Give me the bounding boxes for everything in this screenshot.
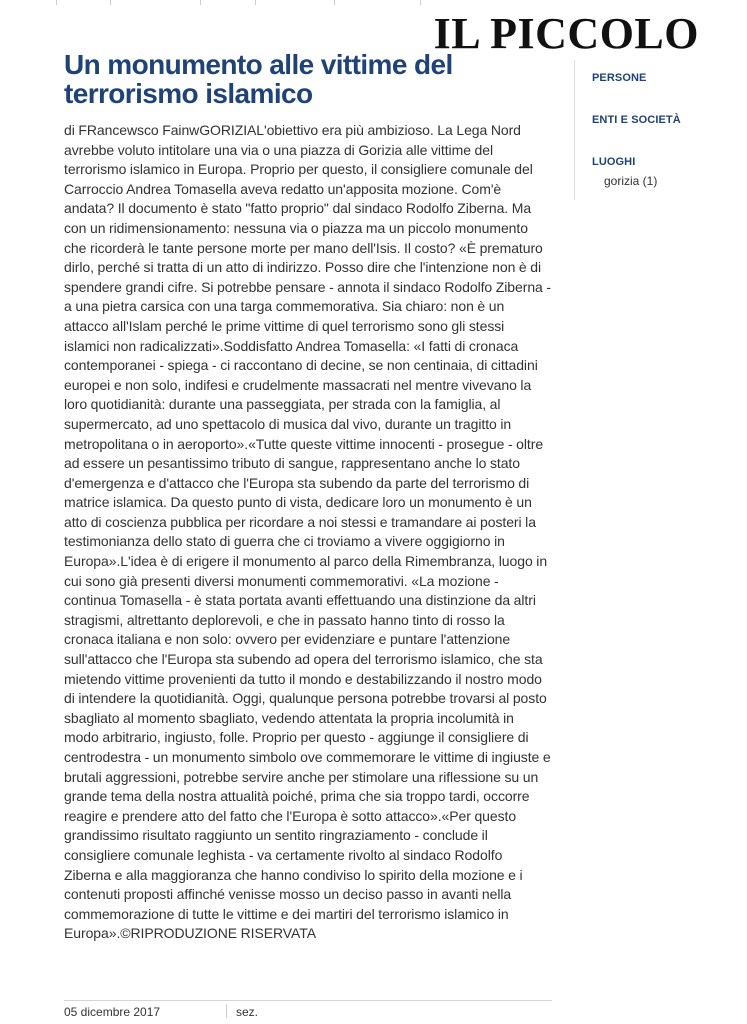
sidebar-divider [574, 60, 575, 200]
section-label: sez. [236, 1005, 259, 1019]
article [64, 50, 552, 944]
nav-divider [200, 0, 201, 5]
nav-divider [420, 0, 421, 5]
article-body: di FRancewsco FainwGORIZIAL'obiettivo era più ambizioso. La Lega Nord avrebbe voluto intitolare una via o una piazza di Gorizia alle vittime del terrorismo islamico in Europa. Proprio per questo, il consigliere comunale del Carroccio Andrea Tomasella aveva redatto un'apposita mozione. Com'è andata? Il documento è stato "fatto proprio" dal sindaco Rodolfo Ziberna. Ma con un ridimensionamento: nessuna via o piazza ma un piccolo monumento che ricorderà le tante persone morte per mano dell'Isis. Il costo? «È prematuro dirlo, perché si tratta di un atto di indirizzo. Posso dire che l'intenzione non è di spendere grandi cifre. Si potrebbe pensare - annota il sindaco Rodolfo Ziberna - a una pietra carsica con una targa commemorativa. Sia chiaro: non è un attacco all'Islam perché le prime vittime di quel terrorismo sono gli stessi islamici non radicalizzati».Soddisfatto Andrea Tomasella: «I fatti di cronaca contemporanei - spiega - ci raccontano di decine, se non centinaia, di cittadini europei e non solo, indifesi e crudelmente massacrati nel mentre vivevano la loro quotidianità: durante una passeggiata, per strada con la famiglia, al supermercato, ad uno spettacolo di musica dal vivo, durante un tragitto in metropolitana o in aeroporto».«Tutte queste vittime innocenti - prosegue - oltre ad essere un pesantissimo tributo di sangue, rappresentano anche lo stato d'emergenza e d'attacco che l'Europa sta subendo da parte del terrorismo di matrice islamica. Da questo punto di vista, dedicare loro un monumento è un atto di coscienza pubblica per ricordare a noi stessi e tramandare ai posteri la testimonianza dello stato di guerra che ci troviamo a vivere oggigiorno in Europa».L'idea è di erigere il monumento al parco della Rimembranza, luogo in cui sono già presenti diversi monumenti commemorativi. «La mozione - continua Tomasella - è stata portata avanti effettuando una distinzione da altri stragismi, altrettanto deplorevoli, e che in passato hanno tinto di rosso la cronaca italiana e non solo: ovvero per evidenziare e puntare l'attenzione sull'attacco che l'Europa sta subendo ad opera del terrorismo islamico, che sta mietendo vittime provenienti da tutto il mondo e destabilizzando il nostro modo di intendere la quotidianità. Oggi, qualunque persona potrebbe trovarsi al posto sbagliato al momento sbagliato, vedendo attentata la propria incolumità in modo arbitrario, ingiusto, folle. Proprio per questo - aggiunge il consigliere di centrodestra - un monumento simbolo ove commemorare le vittime di ingiuste e brutali aggressioni, potrebbe servire anche per stimolare una riflessione su un grande tema della nostra attualità poiché, prima che sia troppo tardi, occorre reagire e prendere atto del fatto che l'Europa è sotto attacco».«Per questo grandissimo risultato raggiunto un sentito ringraziamento - conclude il consigliere comunale leghista - va certamente rivolto al sindaco Rodolfo Ziberna e alla maggioranza che hanno condiviso lo spirito della mozione e i contenuti proposti affinché venisse mosso un deciso passo in avanti nella commemorazione di tutte le vittime e dei martiri del terrorismo islamico in Europa».©RIPRODUZIONE RISERVATA [64, 122, 551, 942]
sidebar-heading-luoghi[interactable]: LUOGHI [592, 156, 636, 168]
sidebar-heading-enti[interactable]: ENTI E SOCIETÀ [592, 114, 681, 126]
publication-date: 05 dicembre 2017 [64, 1005, 161, 1019]
sidebar-heading-persone[interactable]: PERSONE [592, 72, 647, 84]
sidebar-link-gorizia[interactable]: gorizia (1) [604, 174, 658, 188]
masthead-logo[interactable]: IL PICCOLO [433, 9, 699, 58]
article-title: Un monumento alle vittime del terrorismo islamico [64, 49, 453, 109]
nav-divider [56, 0, 57, 5]
nav-divider [110, 0, 111, 5]
nav-divider [334, 0, 335, 5]
top-nav-strip [0, 0, 560, 5]
meta-divider [226, 1004, 227, 1018]
nav-divider [255, 0, 256, 5]
article-meta [64, 1000, 552, 1022]
tags-sidebar [574, 60, 747, 200]
